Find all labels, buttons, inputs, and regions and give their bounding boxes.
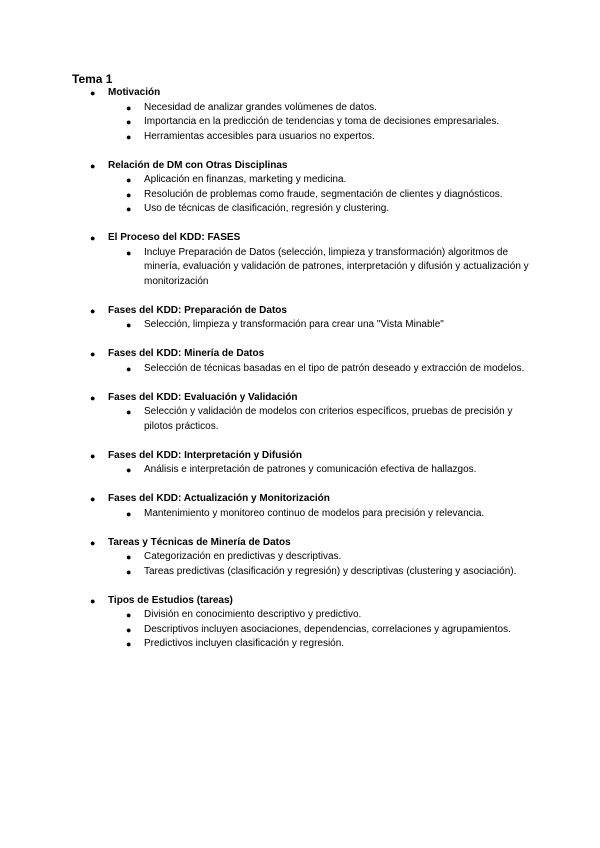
bullet-icon: ● — [126, 407, 132, 417]
section-heading — [0, 391, 600, 406]
list-item-text: Selección de técnicas basadas en el tipo de patrón deseado y extracción de modelos. — [144, 362, 525, 374]
outline-section — [0, 231, 600, 289]
bullet-icon: ● — [90, 88, 96, 98]
section-list — [0, 86, 600, 666]
section-heading — [0, 449, 600, 464]
list-item-text: Importancia en la predicción de tendencias y toma de decisiones empresariales. — [144, 116, 500, 127]
bullet-icon: ● — [126, 552, 132, 562]
section-heading-text: Tareas y Técnicas de Minería de Datos — [108, 536, 291, 548]
bullet-icon: ● — [90, 233, 96, 243]
bullet-icon: ● — [90, 537, 96, 548]
list-item-text: Selección, limpieza y transformación para crear una "Vista Minable" — [144, 319, 444, 330]
list-item — [0, 246, 600, 290]
outline-section — [0, 391, 600, 435]
bullet-icon: ● — [126, 624, 132, 635]
section-items — [0, 362, 600, 377]
bullet-icon: ● — [126, 639, 132, 649]
outline-section — [0, 347, 600, 376]
outline-section — [0, 492, 600, 521]
section-heading-text: Fases del KDD: Interpretación y Difusión — [108, 449, 302, 461]
section-heading-text: Fases del KDD: Evaluación y Validación — [108, 391, 298, 403]
outline-section — [0, 159, 600, 217]
list-item-text: Mantenimiento y monitoreo continuo de modelos para precisión y relevancia. — [144, 507, 485, 519]
outline-section — [0, 449, 600, 478]
section-heading — [0, 231, 600, 246]
bullet-icon: ● — [126, 508, 132, 519]
list-item — [0, 550, 600, 565]
list-item — [0, 115, 600, 130]
document-title: Tema 1 — [72, 72, 113, 86]
list-item — [0, 188, 600, 203]
list-item — [0, 507, 600, 522]
section-items — [0, 507, 600, 522]
bullet-icon: ● — [126, 102, 132, 113]
list-item — [0, 463, 600, 478]
bullet-icon: ● — [126, 320, 132, 330]
list-item-text: Resolución de problemas como fraude, segmentación de clientes y diagnósticos. — [144, 188, 503, 200]
bullet-icon: ● — [90, 349, 96, 359]
list-item — [0, 173, 600, 188]
section-heading — [0, 536, 600, 551]
list-item — [0, 101, 600, 116]
bullet-icon: ● — [90, 392, 96, 403]
list-item-text: División en conocimiento descriptivo y predictivo. — [144, 609, 362, 620]
outline-section — [0, 594, 600, 652]
section-heading-text: Relación de DM con Otras Disciplinas — [108, 159, 288, 171]
bullet-icon: ● — [90, 160, 96, 171]
list-item-text: Uso de técnicas de clasificación, regresión y clustering. — [144, 203, 390, 214]
bullet-icon: ● — [126, 363, 132, 374]
list-item-text: Incluye Preparación de Datos (selección, limpieza y transformación) algoritmos de minería, evaluación y validación de patrones, interpretación y difusión y actualización y monitorización — [144, 246, 529, 287]
section-items — [0, 463, 600, 478]
list-item-text: Categorización en predictivas y descriptivas. — [144, 551, 342, 562]
section-heading-text: El Proceso del KDD: FASES — [108, 232, 241, 243]
section-items — [0, 173, 600, 217]
section-items — [0, 246, 600, 290]
outline-section — [0, 304, 600, 333]
section-heading — [0, 86, 600, 101]
section-items — [0, 318, 600, 333]
section-heading — [0, 159, 600, 174]
bullet-icon: ● — [126, 247, 132, 258]
bullet-icon: ● — [126, 189, 132, 200]
section-heading — [0, 492, 600, 507]
outline-section — [0, 536, 600, 580]
section-heading — [0, 304, 600, 319]
section-heading-text: Fases del KDD: Actualización y Monitorización — [108, 493, 330, 504]
list-item — [0, 565, 600, 580]
list-item — [0, 405, 600, 434]
section-heading — [0, 347, 600, 362]
section-heading-text: Tipos de Estudios (tareas) — [108, 594, 233, 606]
section-items — [0, 405, 600, 434]
bullet-icon: ● — [90, 305, 96, 316]
section-items — [0, 550, 600, 579]
list-item-text: Tareas predictivas (clasificación y regresión) y descriptivas (clustering y asociación). — [144, 565, 517, 577]
list-item — [0, 130, 600, 145]
bullet-icon: ● — [126, 465, 132, 475]
section-items — [0, 101, 600, 145]
bullet-icon: ● — [126, 175, 132, 185]
bullet-icon: ● — [126, 117, 132, 127]
list-item — [0, 202, 600, 217]
list-item-text: Selección y validación de modelos con criterios específicos, pruebas de precisión y pilotos prácticos. — [144, 406, 513, 432]
outline-section — [0, 86, 600, 144]
list-item-text: Necesidad de analizar grandes volúmenes de datos. — [144, 101, 377, 113]
section-heading-text: Fases del KDD: Preparación de Datos — [108, 304, 287, 316]
section-heading — [0, 594, 600, 609]
section-heading-text: Fases del KDD: Minería de Datos — [108, 348, 265, 359]
bullet-icon: ● — [126, 610, 132, 620]
list-item-text: Descriptivos incluyen asociaciones, dependencias, correlaciones y agrupamientos. — [144, 623, 511, 635]
section-heading-text: Motivación — [108, 87, 161, 98]
section-items — [0, 608, 600, 652]
list-item — [0, 637, 600, 652]
list-item-text: Predictivos incluyen clasificación y regresión. — [144, 638, 345, 649]
list-item — [0, 318, 600, 333]
bullet-icon: ● — [90, 450, 96, 461]
list-item — [0, 623, 600, 638]
bullet-icon: ● — [126, 204, 132, 214]
list-item-text: Herramientas accesibles para usuarios no expertos. — [144, 130, 375, 142]
bullet-icon: ● — [126, 566, 132, 577]
list-item-text: Aplicación en finanzas, marketing y medicina. — [144, 174, 347, 185]
bullet-icon: ● — [90, 494, 96, 504]
list-item — [0, 608, 600, 623]
list-item-text: Análisis e interpretación de patrones y comunicación efectiva de hallazgos. — [144, 464, 477, 475]
bullet-icon: ● — [126, 131, 132, 142]
list-item — [0, 362, 600, 377]
bullet-icon: ● — [90, 595, 96, 606]
